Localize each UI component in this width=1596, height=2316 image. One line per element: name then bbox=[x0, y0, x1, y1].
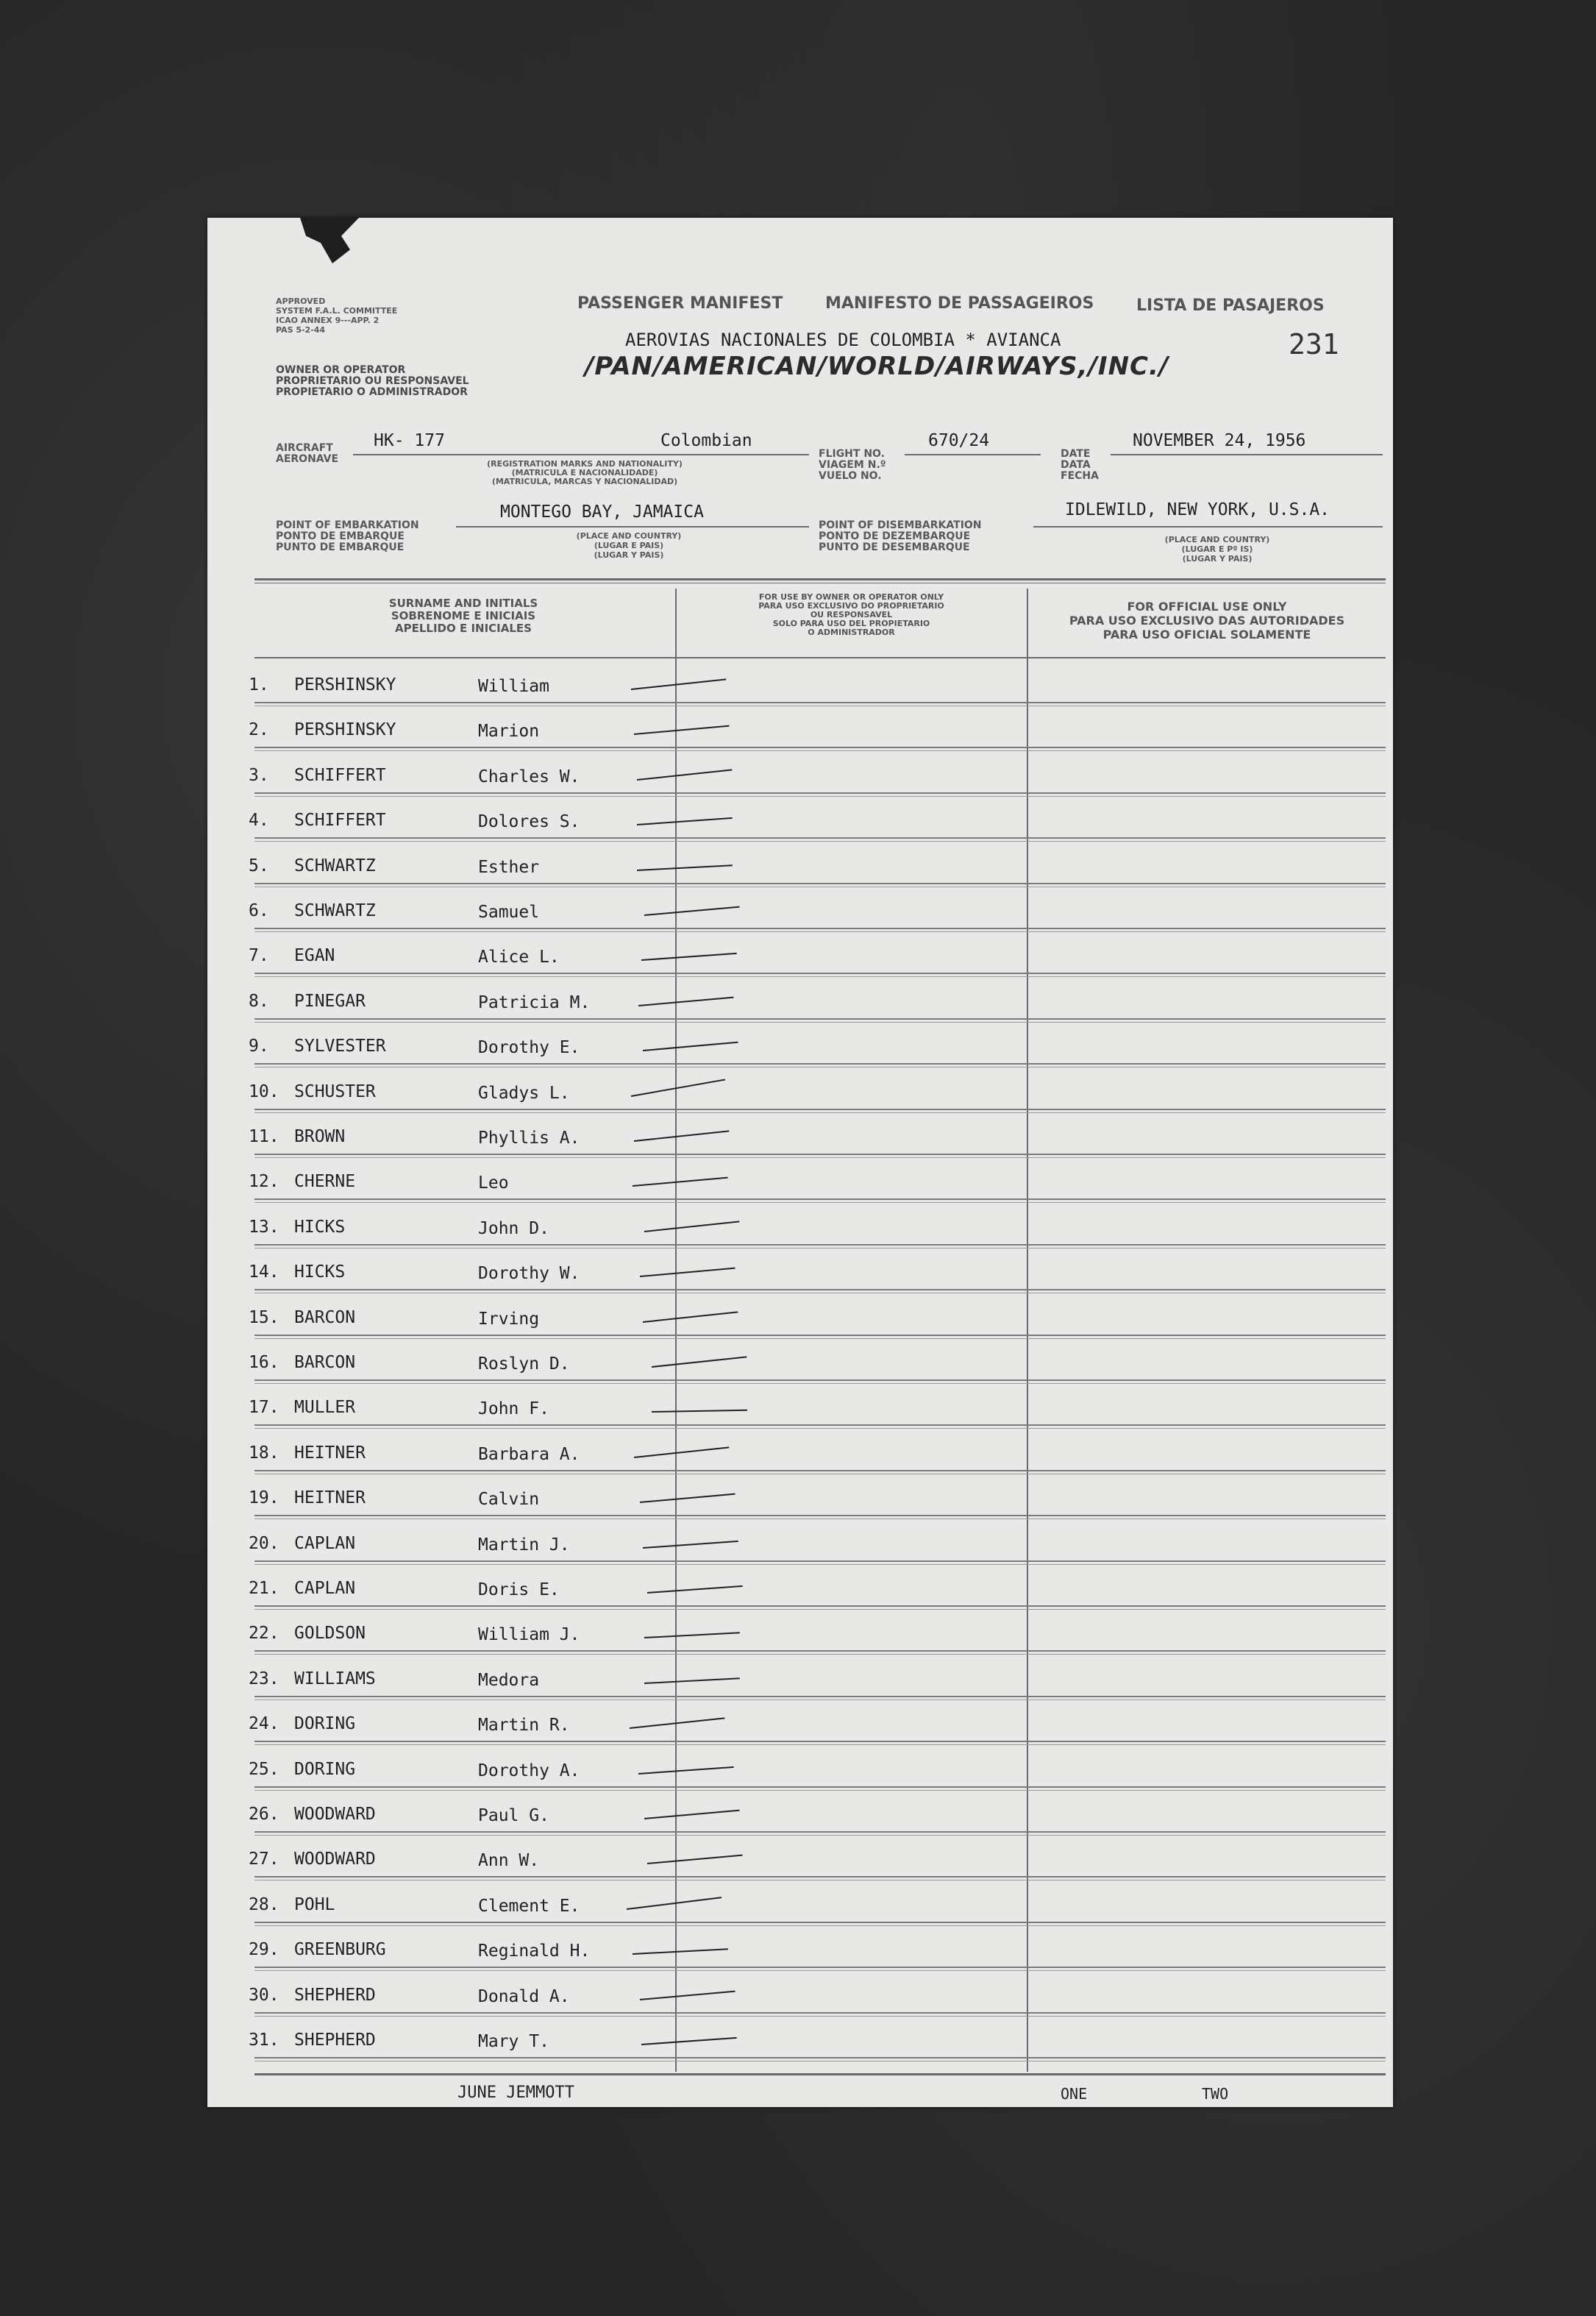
disembarkation-label-en: POINT OF DISEMBARKATION bbox=[819, 519, 982, 531]
row-rule-secondary bbox=[254, 1157, 1386, 1158]
row-rule bbox=[254, 1741, 1386, 1742]
passenger-given-name: Gladys L. bbox=[478, 1083, 570, 1103]
passenger-given-name: Calvin bbox=[478, 1490, 540, 1510]
row-rule bbox=[254, 928, 1386, 929]
passenger-surname: DORING bbox=[294, 1759, 356, 1779]
pages-total: TWO bbox=[1202, 2085, 1229, 2103]
embarkation-label-en: POINT OF EMBARKATION bbox=[276, 519, 419, 531]
row-rule bbox=[254, 1515, 1386, 1516]
row-rule-secondary bbox=[254, 1202, 1386, 1203]
row-rule-secondary bbox=[254, 1022, 1386, 1023]
passenger-surname: HEITNER bbox=[294, 1443, 366, 1463]
passenger-surname: SCHIFFERT bbox=[294, 765, 386, 785]
passenger-given-name: Irving bbox=[478, 1309, 540, 1329]
passenger-surname: GREENBURG bbox=[294, 1940, 386, 1960]
date-label-en: DATE bbox=[1061, 448, 1091, 460]
passenger-number: 11. bbox=[249, 1127, 279, 1146]
embarkation-labels bbox=[276, 520, 419, 553]
passenger-number: 13. bbox=[249, 1217, 279, 1237]
aircraft-sub-label: (REGISTRATION MARKS AND NATIONALITY) bbox=[487, 459, 683, 469]
column-header-line: APELLIDO E INICIALES bbox=[395, 622, 532, 635]
row-rule-secondary bbox=[254, 1970, 1386, 1971]
operator-name: AEROVIAS NACIONALES DE COLOMBIA * AVIANCA bbox=[625, 330, 1061, 350]
passenger-number: 29. bbox=[249, 1940, 279, 1960]
passenger-given-name: Roslyn D. bbox=[478, 1354, 570, 1374]
disembarkation-sub-label: (PLACE AND COUNTRY) bbox=[1164, 535, 1270, 544]
passenger-given-name: Alice L. bbox=[478, 948, 560, 967]
passenger-number: 26. bbox=[249, 1805, 279, 1824]
aircraft-registration: HK- 177 bbox=[374, 431, 445, 450]
row-rule bbox=[254, 1605, 1386, 1607]
title-lista: LISTA DE PASAJEROS bbox=[1136, 296, 1325, 315]
passenger-number: 2. bbox=[249, 720, 269, 740]
passenger-number: 3. bbox=[249, 765, 269, 785]
row-rule-secondary bbox=[254, 1790, 1386, 1791]
passenger-surname: HICKS bbox=[294, 1217, 346, 1237]
row-rule bbox=[254, 1922, 1386, 1923]
passenger-number: 15. bbox=[249, 1307, 279, 1327]
passenger-number: 10. bbox=[249, 1081, 279, 1101]
passenger-given-name: Ann W. bbox=[478, 1851, 540, 1871]
row-rule-secondary bbox=[254, 1428, 1386, 1429]
passenger-number: 28. bbox=[249, 1894, 279, 1914]
embarkation-sub-label: (LUGAR E PAIS) bbox=[594, 541, 664, 550]
row-rule-secondary bbox=[254, 1744, 1386, 1745]
passenger-surname: MULLER bbox=[294, 1398, 356, 1418]
embarkation-label-es: PUNTO DE EMBARQUE bbox=[276, 541, 405, 553]
row-rule bbox=[254, 837, 1386, 839]
passenger-number: 25. bbox=[249, 1759, 279, 1779]
aircraft-underline bbox=[353, 454, 809, 455]
passenger-given-name: Dolores S. bbox=[478, 812, 580, 832]
passenger-surname: EGAN bbox=[294, 946, 335, 966]
passenger-surname: SCHWARTZ bbox=[294, 856, 376, 875]
disembarkation-place: IDLEWILD, NEW YORK, U.S.A. bbox=[1065, 500, 1330, 519]
owner-label-es: PROPIETARIO O ADMINISTRADOR bbox=[276, 386, 468, 398]
passenger-surname: CAPLAN bbox=[294, 1579, 356, 1598]
disembarkation-labels bbox=[819, 520, 982, 553]
passenger-surname: BARCON bbox=[294, 1353, 356, 1372]
passenger-number: 9. bbox=[249, 1037, 269, 1056]
passenger-number: 1. bbox=[249, 675, 269, 695]
passenger-surname: HICKS bbox=[294, 1262, 346, 1282]
column-header-line: SOBRENOME E INICIAIS bbox=[391, 609, 536, 622]
flight-date: NOVEMBER 24, 1956 bbox=[1133, 431, 1306, 450]
row-rule bbox=[254, 1967, 1386, 1968]
signature-name: JUNE JEMMOTT bbox=[457, 2084, 574, 2102]
disembarkation-label-es: PUNTO DE DESEMBARQUE bbox=[819, 541, 970, 553]
passenger-given-name: Patricia M. bbox=[478, 992, 591, 1012]
disembarkation-sub-labels bbox=[1147, 535, 1287, 564]
passenger-surname: SCHIFFERT bbox=[294, 811, 386, 831]
row-rule-secondary bbox=[254, 931, 1386, 932]
passenger-given-name: Esther bbox=[478, 857, 540, 877]
passenger-surname: SYLVESTER bbox=[294, 1037, 386, 1056]
column-header-line: O ADMINISTRADOR bbox=[808, 628, 895, 637]
passenger-number: 31. bbox=[249, 2031, 279, 2050]
page-of: ONE bbox=[1061, 2085, 1088, 2103]
passenger-given-name: Doris E. bbox=[478, 1580, 560, 1599]
passenger-surname: WILLIAMS bbox=[294, 1669, 376, 1688]
aircraft-sub-labels bbox=[449, 460, 721, 486]
date-label-es: FECHA bbox=[1061, 470, 1099, 482]
column-header-owner-use bbox=[680, 593, 1022, 637]
passenger-number: 20. bbox=[249, 1533, 279, 1553]
passenger-number: 24. bbox=[249, 1714, 279, 1734]
column-header-line: OU RESPONSAVEL bbox=[810, 610, 893, 619]
passenger-given-name: Mary T. bbox=[478, 2032, 549, 2051]
row-rule bbox=[254, 2057, 1386, 2059]
passenger-given-name: Barbara A. bbox=[478, 1444, 580, 1464]
passenger-surname: CAPLAN bbox=[294, 1533, 356, 1553]
disembarkation-underline bbox=[1033, 526, 1383, 528]
passenger-surname: POHL bbox=[294, 1894, 335, 1914]
column-header-line: SURNAME AND INITIALS bbox=[388, 597, 538, 610]
row-rule bbox=[254, 1379, 1386, 1381]
passenger-number: 17. bbox=[249, 1398, 279, 1418]
approval-line: PAS 5-2-44 bbox=[276, 325, 326, 335]
row-rule bbox=[254, 1424, 1386, 1426]
passenger-number: 4. bbox=[249, 811, 269, 831]
approval-line: ICAO ANNEX 9---APP. 2 bbox=[276, 316, 380, 325]
passenger-number: 19. bbox=[249, 1488, 279, 1508]
flight-labels bbox=[819, 449, 886, 482]
row-rule-secondary bbox=[254, 976, 1386, 977]
passenger-number: 8. bbox=[249, 991, 269, 1011]
row-rule-secondary bbox=[254, 1835, 1386, 1836]
operator-stamp: /PAN/AMERICAN/WORLD/AIRWAYS,/INC./ bbox=[585, 352, 1169, 381]
row-rule-secondary bbox=[254, 750, 1386, 751]
passenger-surname: BARCON bbox=[294, 1307, 356, 1327]
row-rule-secondary bbox=[254, 1383, 1386, 1384]
column-header-line: PARA USO EXCLUSIVO DAS AUTORIDADES bbox=[1069, 614, 1345, 628]
flight-label-pt: VIAGEM N.º bbox=[819, 459, 886, 471]
passenger-given-name: Paul G. bbox=[478, 1806, 549, 1825]
passenger-surname: WOODWARD bbox=[294, 1805, 376, 1824]
row-rule-secondary bbox=[254, 1067, 1386, 1068]
passenger-surname: CHERNE bbox=[294, 1172, 356, 1192]
row-rule bbox=[254, 1109, 1386, 1110]
passenger-given-name: Charles W. bbox=[478, 767, 580, 786]
approval-line: SYSTEM F.A.L. COMMITTEE bbox=[276, 306, 398, 316]
passenger-given-name: Reginald H. bbox=[478, 1942, 591, 1961]
passenger-number: 14. bbox=[249, 1262, 279, 1282]
row-rule bbox=[254, 1154, 1386, 1155]
row-rule bbox=[254, 1696, 1386, 1697]
passenger-surname: PERSHINSKY bbox=[294, 675, 396, 695]
passenger-given-name: Phyllis A. bbox=[478, 1129, 580, 1148]
table-bottom-rule bbox=[254, 2073, 1386, 2075]
row-rule-secondary bbox=[254, 1654, 1386, 1655]
flight-label-en: FLIGHT NO. bbox=[819, 448, 885, 460]
row-rule bbox=[254, 747, 1386, 748]
flight-number: 670/24 bbox=[928, 431, 990, 450]
row-rule bbox=[254, 1198, 1386, 1200]
embarkation-underline bbox=[456, 526, 809, 528]
row-rule bbox=[254, 1786, 1386, 1788]
date-underline bbox=[1111, 454, 1383, 455]
row-rule bbox=[254, 973, 1386, 974]
approval-line: APPROVED bbox=[276, 296, 326, 306]
passenger-number: 30. bbox=[249, 1985, 279, 2005]
passenger-given-name: Martin J. bbox=[478, 1535, 570, 1555]
approval-block bbox=[276, 296, 397, 335]
passenger-given-name: Donald A. bbox=[478, 1986, 570, 2006]
row-rule bbox=[254, 1335, 1386, 1336]
passenger-surname: PINEGAR bbox=[294, 991, 366, 1011]
flight-label-es: VUELO NO. bbox=[819, 470, 882, 482]
row-rule bbox=[254, 2012, 1386, 2014]
row-rule bbox=[254, 1470, 1386, 1471]
row-rule bbox=[254, 792, 1386, 794]
row-rule-secondary bbox=[254, 1699, 1386, 1700]
flight-underline bbox=[905, 454, 1041, 455]
passenger-number: 6. bbox=[249, 901, 269, 920]
owner-label-pt: PROPRIETARIO OU RESPONSAVEL bbox=[276, 375, 469, 387]
passenger-surname: BROWN bbox=[294, 1127, 346, 1146]
passenger-surname: HEITNER bbox=[294, 1488, 366, 1508]
row-rule bbox=[254, 1650, 1386, 1652]
row-rule bbox=[254, 883, 1386, 884]
owner-operator-labels bbox=[276, 365, 469, 398]
row-rule-secondary bbox=[254, 796, 1386, 797]
column-header-line: PARA USO OFICIAL SOLAMENTE bbox=[1102, 628, 1311, 642]
header-bottom-rule bbox=[254, 657, 1386, 658]
row-rule bbox=[254, 702, 1386, 703]
embarkation-sub-label: (PLACE AND COUNTRY) bbox=[576, 531, 682, 541]
passenger-number: 18. bbox=[249, 1443, 279, 1463]
embarkation-label-pt: PONTO DE EMBARQUE bbox=[276, 530, 405, 542]
column-header-line: FOR USE BY OWNER OR OPERATOR ONLY bbox=[758, 592, 944, 602]
passenger-surname: GOLDSON bbox=[294, 1624, 366, 1644]
column-divider-1 bbox=[675, 589, 677, 2072]
row-rule-secondary bbox=[254, 1925, 1386, 1926]
passenger-number: 16. bbox=[249, 1353, 279, 1372]
passenger-surname: PERSHINSKY bbox=[294, 720, 396, 740]
row-rule bbox=[254, 1063, 1386, 1065]
row-rule-secondary bbox=[254, 841, 1386, 842]
embarkation-sub-label: (LUGAR Y PAIS) bbox=[594, 550, 664, 560]
column-header-line: FOR OFFICIAL USE ONLY bbox=[1127, 600, 1287, 614]
passenger-given-name: Leo bbox=[478, 1173, 509, 1193]
passenger-given-name: William J. bbox=[478, 1625, 580, 1645]
row-rule bbox=[254, 1831, 1386, 1833]
row-rule bbox=[254, 1289, 1386, 1290]
row-rule-secondary bbox=[254, 1564, 1386, 1565]
passenger-given-name: Dorothy W. bbox=[478, 1264, 580, 1284]
disembarkation-sub-label: (LUGAR Y PAIS) bbox=[1182, 554, 1253, 564]
passenger-number: 12. bbox=[249, 1172, 279, 1192]
date-labels bbox=[1061, 449, 1099, 482]
disembarkation-label-pt: PONTO DE DEZEMBARQUE bbox=[819, 530, 971, 542]
passenger-given-name: Dorothy E. bbox=[478, 1038, 580, 1058]
column-header-official-use bbox=[1031, 600, 1383, 642]
passenger-given-name: John F. bbox=[478, 1399, 549, 1419]
page-number: 231 bbox=[1289, 328, 1339, 360]
passenger-given-name: Clement E. bbox=[478, 1896, 580, 1916]
row-rule-secondary bbox=[254, 1518, 1386, 1519]
aircraft-sub-label: (MATRICULA E NACIONALIDADE) bbox=[511, 468, 658, 477]
passenger-given-name: Samuel bbox=[478, 903, 540, 922]
title-passenger-manifest: PASSENGER MANIFEST bbox=[577, 294, 783, 313]
disembarkation-sub-label: (LUGAR E Pº IS) bbox=[1181, 544, 1253, 554]
passenger-number: 22. bbox=[249, 1624, 279, 1644]
row-rule bbox=[254, 1876, 1386, 1878]
passenger-surname: SHEPHERD bbox=[294, 2031, 376, 2050]
row-rule bbox=[254, 1560, 1386, 1562]
row-rule-secondary bbox=[254, 2016, 1386, 2017]
passenger-surname: DORING bbox=[294, 1714, 356, 1734]
passenger-number: 27. bbox=[249, 1850, 279, 1869]
passenger-number: 23. bbox=[249, 1669, 279, 1688]
row-rule bbox=[254, 1244, 1386, 1246]
row-rule bbox=[254, 1018, 1386, 1020]
passenger-surname: WOODWARD bbox=[294, 1850, 376, 1869]
column-divider-2 bbox=[1027, 589, 1028, 2072]
passenger-given-name: Medora bbox=[478, 1670, 540, 1690]
aircraft-label-en: AIRCRAFT bbox=[276, 442, 333, 454]
aircraft-label-pt: AERONAVE bbox=[276, 453, 339, 465]
passenger-number: 21. bbox=[249, 1579, 279, 1598]
passenger-given-name: William bbox=[478, 677, 549, 696]
embarkation-sub-labels bbox=[566, 531, 691, 560]
passenger-given-name: John D. bbox=[478, 1218, 549, 1238]
column-header-line: PARA USO EXCLUSIVO DO PROPRIETARIO bbox=[758, 601, 944, 611]
passenger-surname: SCHWARTZ bbox=[294, 901, 376, 920]
column-header-line: SOLO PARA USO DEL PROPIETARIO bbox=[772, 619, 930, 628]
aircraft-sub-label: (MATRICULA, MARCAS Y NACIONALIDAD) bbox=[491, 477, 678, 486]
date-label-pt: DATA bbox=[1061, 459, 1091, 471]
row-rule-secondary bbox=[254, 1112, 1386, 1113]
embarkation-place: MONTEGO BAY, JAMAICA bbox=[500, 502, 704, 522]
row-rule-secondary bbox=[254, 1338, 1386, 1339]
passenger-given-name: Martin R. bbox=[478, 1716, 570, 1736]
row-rule-secondary bbox=[254, 1609, 1386, 1610]
passenger-given-name: Marion bbox=[478, 722, 540, 742]
passenger-given-name: Dorothy A. bbox=[478, 1761, 580, 1780]
aircraft-nationality: Colombian bbox=[660, 431, 752, 450]
passenger-surname: SHEPHERD bbox=[294, 1985, 376, 2005]
title-manifesto: MANIFESTO DE PASSAGEIROS bbox=[825, 294, 1094, 313]
aircraft-labels bbox=[276, 443, 338, 465]
passenger-surname: SCHUSTER bbox=[294, 1081, 376, 1101]
owner-label-en: OWNER OR OPERATOR bbox=[276, 364, 406, 376]
table-top-rule bbox=[254, 578, 1386, 580]
passenger-number: 5. bbox=[249, 856, 269, 875]
passenger-number: 7. bbox=[249, 946, 269, 966]
column-header-names bbox=[257, 597, 669, 635]
